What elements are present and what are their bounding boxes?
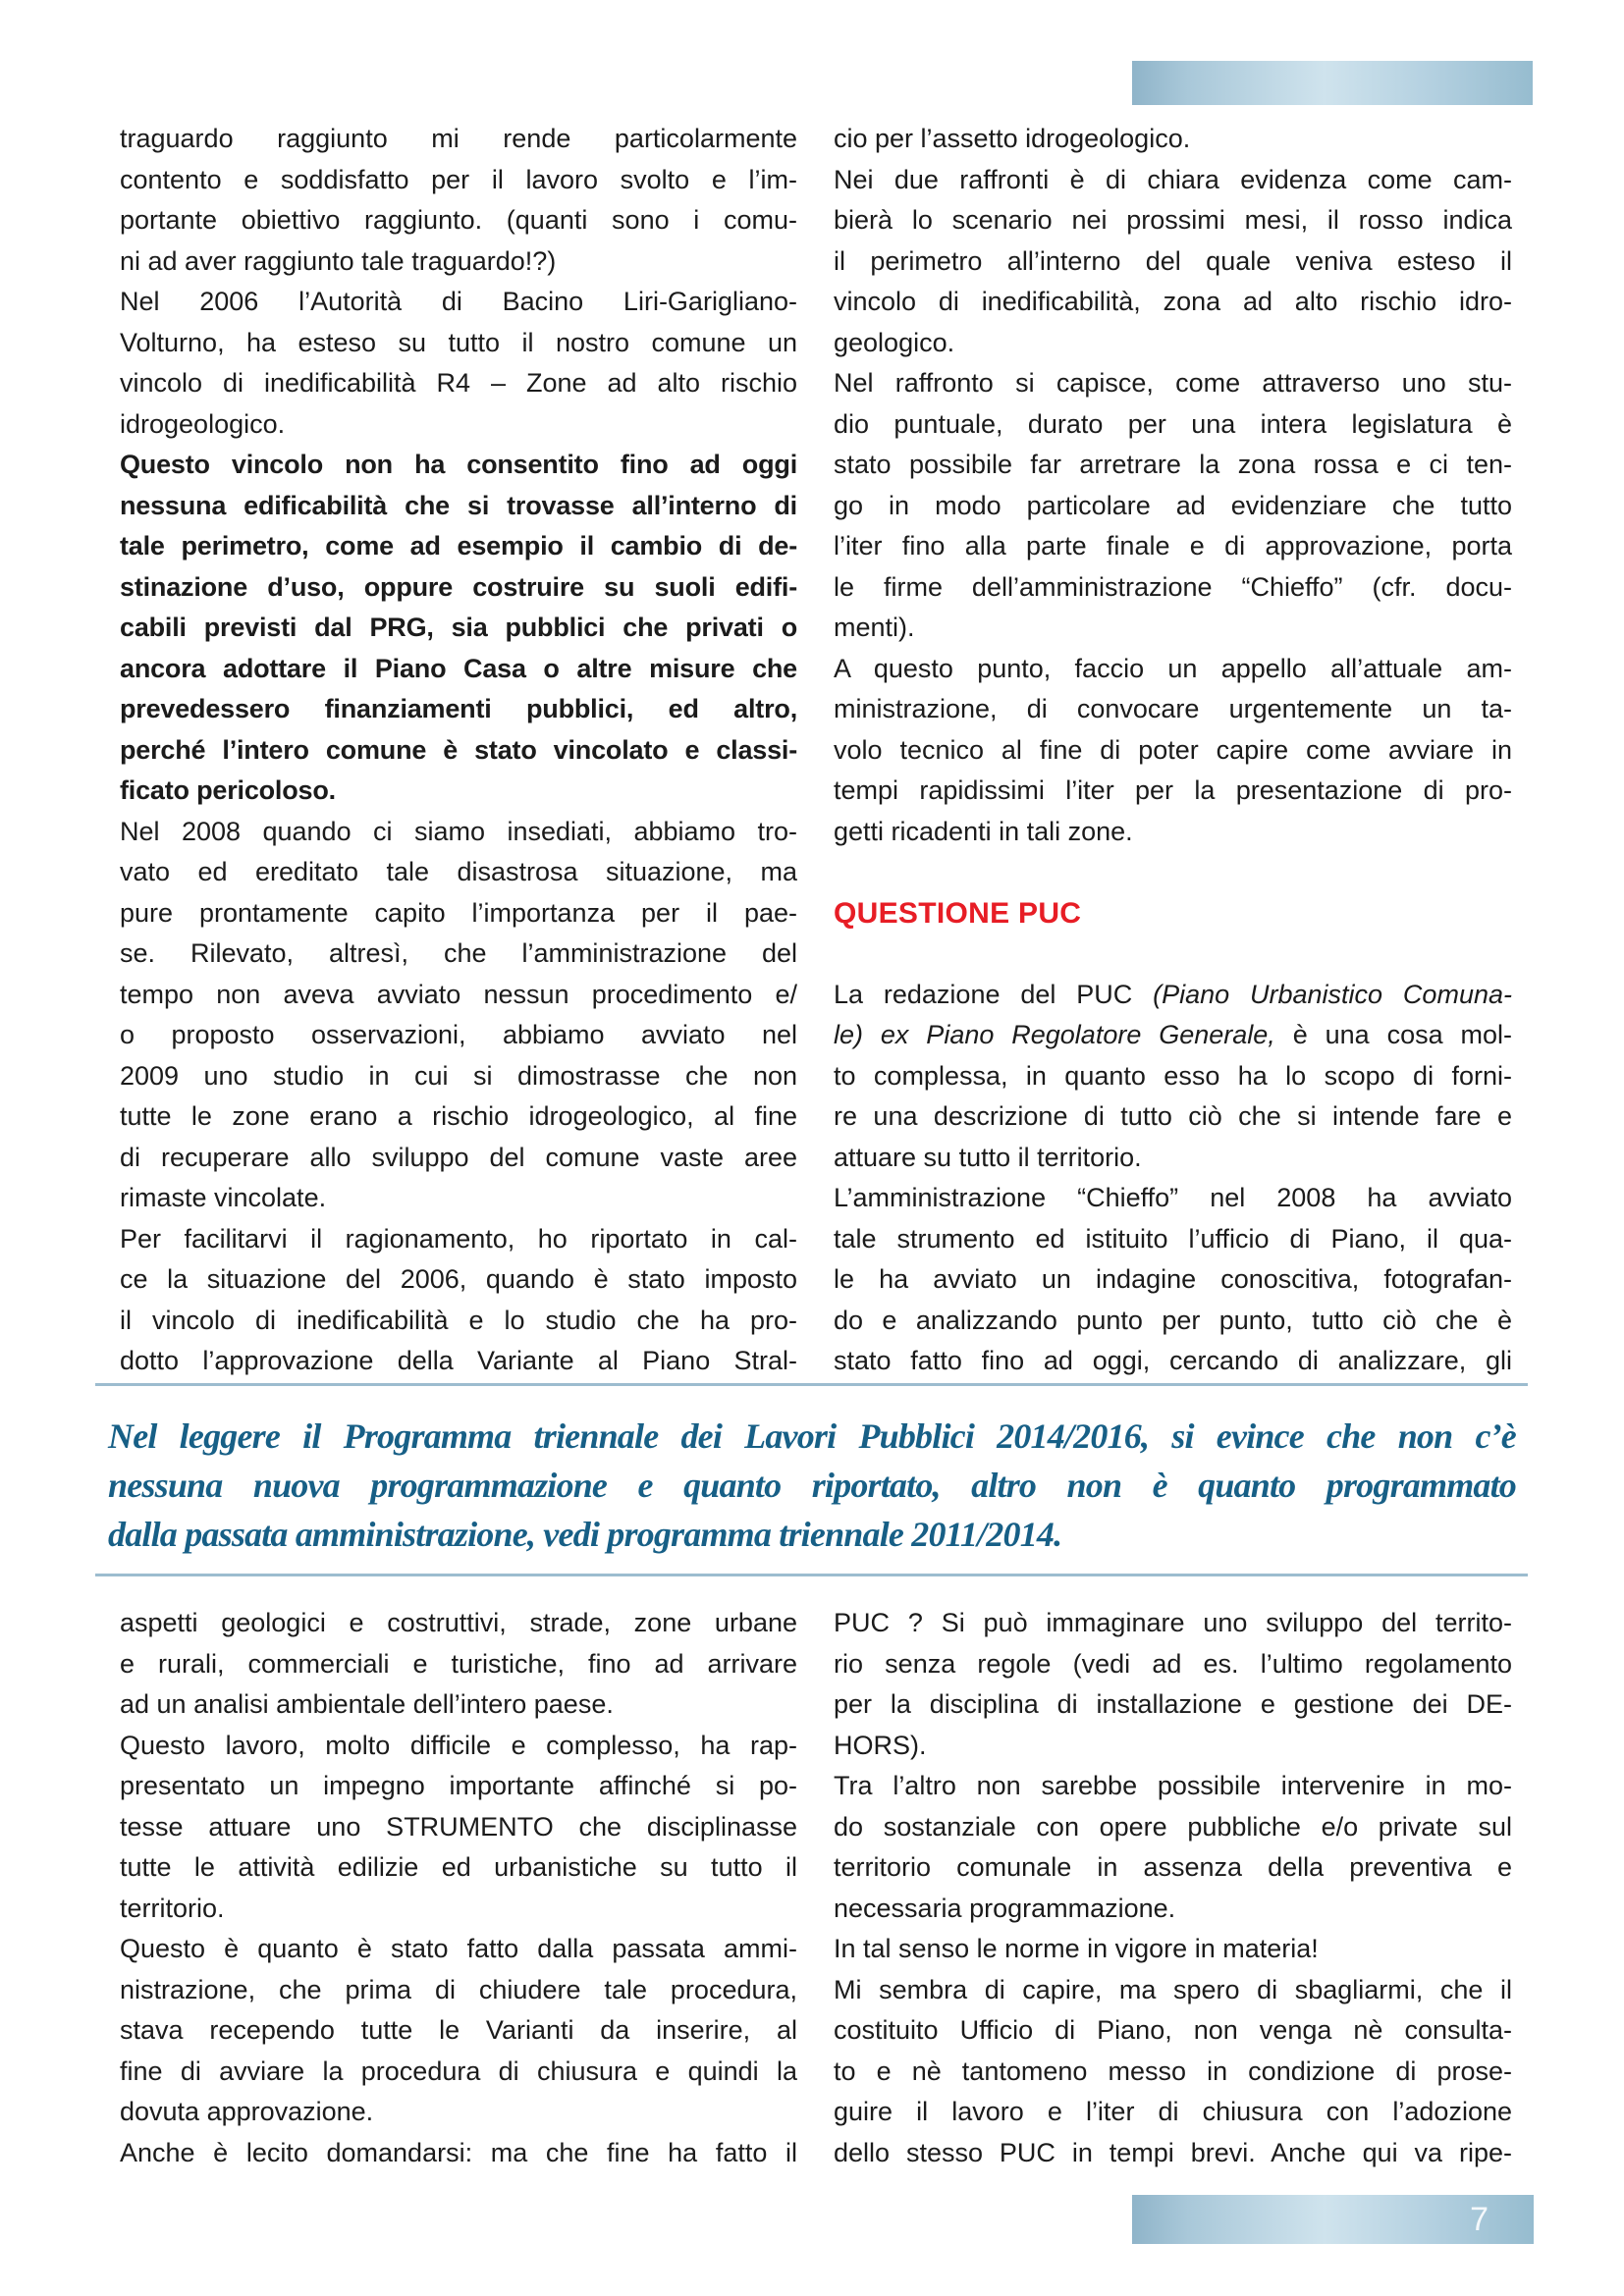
text-line: pure prontamente capito l’importanza per il pae-: [120, 897, 797, 928]
text-line: A questo punto, faccio un appello all’attuale am-: [834, 653, 1512, 683]
section-heading: QUESTIONE PUC: [834, 896, 1082, 930]
text-line: Per facilitarvi il ragionamento, ho riportato in cal-: [120, 1223, 797, 1254]
text-line: tutte le attività edilizie ed urbanistiche su tutto il: [120, 1852, 797, 1882]
text-line: dio puntuale, durato per una intera legislatura è: [834, 408, 1512, 439]
text-line: go in modo particolare ad evidenziare che tutto: [834, 490, 1512, 520]
text-line: rio senza regole (vedi ad es. l’ultimo regolamento: [834, 1648, 1512, 1679]
text-line: il vincolo di inedificabilità e lo studio che ha pro-: [120, 1305, 797, 1335]
text-line: dello stesso PUC in tempi brevi. Anche qui va ripe-: [834, 2137, 1512, 2167]
text-line: rimaste vincolate.: [120, 1183, 327, 1212]
text-line: di recuperare allo sviluppo del comune vaste aree: [120, 1142, 797, 1172]
text-line: costituito Ufficio di Piano, non venga nè consulta-: [834, 2015, 1512, 2045]
text-line: il perimetro all’interno del quale veniva esteso il: [834, 245, 1512, 276]
text-line: fine di avviare la procedura di chiusura e quindi la: [120, 2056, 797, 2086]
text-line: tempo non aveva avviato nessun procedimento e/: [120, 979, 797, 1009]
text-line: nessuna nuova programmazione e quanto riportato, altro non è quanto programmato: [108, 1466, 1516, 1505]
text-line: re una descrizione di tutto ciò che si intende fare e: [834, 1101, 1512, 1131]
text-line: se. Rilevato, altresì, che l’amministrazione del: [120, 938, 797, 968]
text-line: PUC ? Si può immaginare uno sviluppo del territo-: [834, 1608, 1512, 1637]
text-line: Volturno, ha esteso su tutto il nostro comune un: [120, 327, 797, 357]
text-segment: La redazione del PUC: [834, 979, 1154, 1009]
italic-text-segment: le) ex Piano Regolatore Generale,: [834, 1020, 1275, 1049]
text-line: nistrazione, che prima di chiudere tale procedura,: [120, 1974, 797, 2004]
text-line: prevedessero finanziamenti pubblici, ed altro,: [120, 694, 797, 723]
text-line: HORS).: [834, 1730, 927, 1760]
text-line: [834, 975, 1512, 1016]
text-line: vato ed ereditato tale disastrosa situazione, ma: [120, 857, 797, 886]
text-line: le firme dell’amministrazione “Chieffo” (cfr. docu-: [834, 571, 1512, 602]
text-line: tale strumento ed istituito l’ufficio di Piano, il qua-: [834, 1223, 1512, 1254]
text-line: bierà lo scenario nei prossimi mesi, il rosso indica: [834, 205, 1512, 235]
text-line: l’iter fino alla parte finale e di approvazione, porta: [834, 531, 1512, 561]
text-line: Anche è lecito domandarsi: ma che fine ha fatto il: [120, 2137, 797, 2167]
text-line: perché l’intero comune è stato vincolato e classi-: [120, 734, 797, 765]
text-line: necessaria programmazione.: [834, 1893, 1176, 1923]
text-line: Questo è quanto è stato fatto dalla passata ammi-: [120, 1934, 797, 1963]
text-line: ancora adottare il Piano Casa o altre misure che: [120, 653, 797, 683]
text-line: tutte le zone erano a rischio idrogeologico, al fine: [120, 1101, 797, 1131]
text-line: tesse attuare uno STRUMENTO che disciplinasse: [120, 1811, 797, 1842]
text-line: Nel 2008 quando ci siamo insediati, abbiamo tro-: [120, 816, 797, 846]
text-line: vincolo di inedificabilità, zona ad alto rischio idro-: [834, 287, 1512, 316]
text-line: per la disciplina di installazione e gestione dei DE-: [834, 1689, 1512, 1719]
text-line: [834, 852, 1512, 893]
text-line: Mi sembra di capire, ma spero di sbagliarmi, che il: [834, 1974, 1512, 2004]
page-number: 7: [1470, 2201, 1489, 2238]
text-line: o proposto osservazioni, abbiamo avviato nel: [120, 1020, 797, 1049]
text-line: territorio comunale in assenza della preventiva e: [834, 1852, 1512, 1882]
text-column-bottom-left: [120, 1603, 797, 2173]
italic-text-segment: (Piano Urbanistico Comuna-: [1153, 979, 1512, 1009]
text-line: Questo vincolo non ha consentito fino ad oggi: [120, 450, 797, 479]
text-line: volo tecnico al fine di poter capire come avviare in: [834, 734, 1512, 765]
text-line: traguardo raggiunto mi rende particolarmente: [120, 124, 797, 153]
text-line: Tra l’altro non sarebbe possibile intervenire in mo-: [834, 1771, 1512, 1800]
text-line: le ha avviato un indagine conoscitiva, fotografan-: [834, 1264, 1512, 1294]
text-line: dovuta approvazione.: [120, 2097, 374, 2126]
text-line: [834, 1015, 1512, 1056]
pull-quote-box: [95, 1383, 1528, 1576]
text-line: dotto l’approvazione della Variante al Piano Stral-: [120, 1346, 797, 1375]
text-line: presentato un impegno importante affinché si po-: [120, 1771, 797, 1800]
text-column-top-right: [834, 119, 1512, 1382]
text-line: Nei due raffronti è di chiara evidenza come cam-: [834, 164, 1512, 194]
text-line: In tal senso le norme in vigore in materia!: [834, 1934, 1319, 1963]
text-line: ficato pericoloso.: [120, 775, 336, 805]
text-line: nessuna edificabilità che si trovasse all’interno di: [120, 490, 797, 520]
text-line: ce la situazione del 2006, quando è stato imposto: [120, 1264, 797, 1294]
text-line: do e analizzando punto per punto, tutto ciò che è: [834, 1305, 1512, 1335]
text-line: stato possibile far arretrare la zona rossa e ci ten-: [834, 450, 1512, 479]
text-line: stava recependo tutte le Varianti da inserire, al: [120, 2015, 797, 2045]
text-line: to complessa, in quanto esso ha lo scopo di forni-: [834, 1060, 1512, 1091]
text-line: to e nè tantomeno messo in condizione di prose-: [834, 2056, 1512, 2086]
text-line: getti ricadenti in tali zone.: [834, 816, 1133, 846]
text-line: e rurali, commerciali e turistiche, fino ad arrivare: [120, 1648, 797, 1679]
text-line: L’amministrazione “Chieffo” nel 2008 ha avviato: [834, 1183, 1512, 1212]
top-accent-bar: [1132, 61, 1533, 105]
text-line: vincolo di inedificabilità R4 – Zone ad alto rischio: [120, 368, 797, 398]
text-line: cio per l’assetto idrogeologico.: [834, 124, 1191, 153]
text-line: territorio.: [120, 1893, 225, 1923]
text-line: contento e soddisfatto per il lavoro svolto e l’im-: [120, 164, 797, 194]
text-line: tempi rapidissimi l’iter per la presentazione di pro-: [834, 775, 1512, 805]
text-line: attuare su tutto il territorio.: [834, 1142, 1142, 1172]
text-line: ni ad aver raggiunto tale traguardo!?): [120, 245, 557, 276]
bottom-accent-bar: [1132, 2195, 1534, 2244]
text-line: ministrazione, di convocare urgentemente un ta-: [834, 694, 1512, 723]
text-line: dalla passata amministrazione, vedi programma triennale 2011/2014.: [108, 1515, 1062, 1554]
text-line: Nel 2006 l’Autorità di Bacino Liri-Garigliano-: [120, 287, 797, 316]
text-line: stato fatto fino ad oggi, cercando di analizzare, gli: [834, 1346, 1512, 1375]
text-line: Nel raffronto si capisce, come attraverso uno stu-: [834, 368, 1512, 398]
text-line: cabili previsti dal PRG, sia pubblici che privati o: [120, 613, 797, 642]
text-line: tale perimetro, come ad esempio il cambio di de-: [120, 531, 797, 561]
text-line: 2009 uno studio in cui si dimostrasse che non: [120, 1060, 797, 1091]
text-line: guire il lavoro e l’iter di chiusura con l’adozione: [834, 2097, 1512, 2126]
text-line: [834, 934, 1512, 975]
text-column-bottom-right: [834, 1603, 1512, 2173]
text-column-top-left: [120, 119, 797, 1382]
text-line: geologico.: [834, 327, 955, 357]
text-line: ad un analisi ambientale dell’intero paese.: [120, 1689, 614, 1719]
text-line: menti).: [834, 613, 915, 642]
text-line: stinazione d’uso, oppure costruire su suoli edifi-: [120, 571, 797, 602]
text-line: do sostanziale con opere pubbliche e/o private sul: [834, 1811, 1512, 1842]
text-line: idrogeologico.: [120, 408, 286, 439]
text-line: aspetti geologici e costruttivi, strade, zone urbane: [120, 1608, 797, 1637]
text-line: portante obiettivo raggiunto. (quanti sono i comu-: [120, 205, 797, 235]
text-line: Nel leggere il Programma triennale dei Lavori Pubblici 2014/2016, si evince che non c’è: [108, 1416, 1516, 1456]
text-line: Questo lavoro, molto difficile e complesso, ha rap-: [120, 1730, 797, 1760]
text-segment: è una cosa mol-: [1274, 1020, 1512, 1049]
